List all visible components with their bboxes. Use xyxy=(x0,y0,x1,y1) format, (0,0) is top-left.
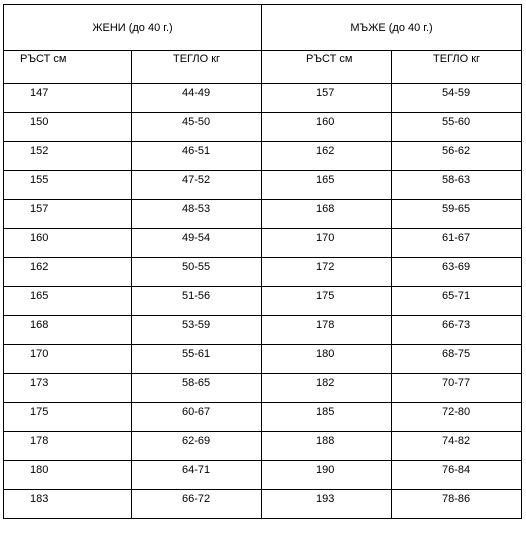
men-weight-cell: 61-67 xyxy=(392,229,522,258)
men-height-cell: 188 xyxy=(262,432,392,461)
women-height-cell: 173 xyxy=(4,374,132,403)
women-height-cell: 175 xyxy=(4,403,132,432)
women-weight-cell: 46-51 xyxy=(132,142,262,171)
men-weight-cell: 58-63 xyxy=(392,171,522,200)
men-weight-cell: 55-60 xyxy=(392,113,522,142)
women-height-cell: 183 xyxy=(4,490,132,519)
men-height-cell: 165 xyxy=(262,171,392,200)
women-weight-cell: 49-54 xyxy=(132,229,262,258)
men-weight-cell: 68-75 xyxy=(392,345,522,374)
men-height-cell: 160 xyxy=(262,113,392,142)
men-height-cell: 178 xyxy=(262,316,392,345)
women-height-cell: 157 xyxy=(4,200,132,229)
men-height-cell: 168 xyxy=(262,200,392,229)
men-weight-cell: 56-62 xyxy=(392,142,522,171)
women-weight-cell: 55-61 xyxy=(132,345,262,374)
men-height-cell: 190 xyxy=(262,461,392,490)
women-weight-cell: 66-72 xyxy=(132,490,262,519)
table-body xyxy=(4,84,522,519)
height-weight-table xyxy=(3,4,522,519)
women-height-cell: 178 xyxy=(4,432,132,461)
group-header-row xyxy=(4,5,522,51)
table-row xyxy=(4,171,522,200)
women-height-cell: 152 xyxy=(4,142,132,171)
women-height-cell: 168 xyxy=(4,316,132,345)
table-row xyxy=(4,229,522,258)
women-weight-cell: 47-52 xyxy=(132,171,262,200)
men-weight-cell: 76-84 xyxy=(392,461,522,490)
men-weight-cell: 72-80 xyxy=(392,403,522,432)
table-row xyxy=(4,200,522,229)
table-row xyxy=(4,287,522,316)
table-row xyxy=(4,84,522,113)
men-height-header: РЪСТ см xyxy=(262,51,392,84)
women-weight-cell: 64-71 xyxy=(132,461,262,490)
women-group-header: ЖЕНИ (до 40 г.) xyxy=(4,5,262,51)
women-height-cell: 150 xyxy=(4,113,132,142)
men-height-cell: 157 xyxy=(262,84,392,113)
women-weight-cell: 51-56 xyxy=(132,287,262,316)
men-weight-cell: 59-65 xyxy=(392,200,522,229)
men-height-cell: 175 xyxy=(262,287,392,316)
men-weight-cell: 74-82 xyxy=(392,432,522,461)
table-row xyxy=(4,403,522,432)
women-height-cell: 155 xyxy=(4,171,132,200)
men-weight-cell: 54-59 xyxy=(392,84,522,113)
women-height-cell: 165 xyxy=(4,287,132,316)
women-height-header: РЪСТ см xyxy=(4,51,132,84)
women-weight-cell: 58-65 xyxy=(132,374,262,403)
table-row xyxy=(4,490,522,519)
men-height-cell: 180 xyxy=(262,345,392,374)
men-height-cell: 182 xyxy=(262,374,392,403)
women-height-cell: 170 xyxy=(4,345,132,374)
women-weight-cell: 50-55 xyxy=(132,258,262,287)
column-header-row xyxy=(4,51,522,84)
men-weight-cell: 78-86 xyxy=(392,490,522,519)
men-height-cell: 162 xyxy=(262,142,392,171)
men-height-cell: 170 xyxy=(262,229,392,258)
women-weight-cell: 45-50 xyxy=(132,113,262,142)
women-weight-cell: 53-59 xyxy=(132,316,262,345)
men-weight-cell: 63-69 xyxy=(392,258,522,287)
table-row xyxy=(4,432,522,461)
women-height-cell: 162 xyxy=(4,258,132,287)
table-row xyxy=(4,345,522,374)
women-height-cell: 180 xyxy=(4,461,132,490)
men-weight-cell: 70-77 xyxy=(392,374,522,403)
table-row xyxy=(4,113,522,142)
men-height-cell: 172 xyxy=(262,258,392,287)
women-height-cell: 147 xyxy=(4,84,132,113)
table-row xyxy=(4,374,522,403)
women-weight-cell: 60-67 xyxy=(132,403,262,432)
table-row xyxy=(4,461,522,490)
men-weight-cell: 66-73 xyxy=(392,316,522,345)
men-group-header: МЪЖЕ (до 40 г.) xyxy=(262,5,522,51)
men-height-cell: 185 xyxy=(262,403,392,432)
table-row xyxy=(4,258,522,287)
men-weight-header: ТЕГЛО кг xyxy=(392,51,522,84)
women-height-cell: 160 xyxy=(4,229,132,258)
men-height-cell: 193 xyxy=(262,490,392,519)
women-weight-header: ТЕГЛО кг xyxy=(132,51,262,84)
height-weight-table-container xyxy=(3,4,522,519)
women-weight-cell: 48-53 xyxy=(132,200,262,229)
women-weight-cell: 44-49 xyxy=(132,84,262,113)
table-row xyxy=(4,142,522,171)
men-weight-cell: 65-71 xyxy=(392,287,522,316)
table-row xyxy=(4,316,522,345)
women-weight-cell: 62-69 xyxy=(132,432,262,461)
